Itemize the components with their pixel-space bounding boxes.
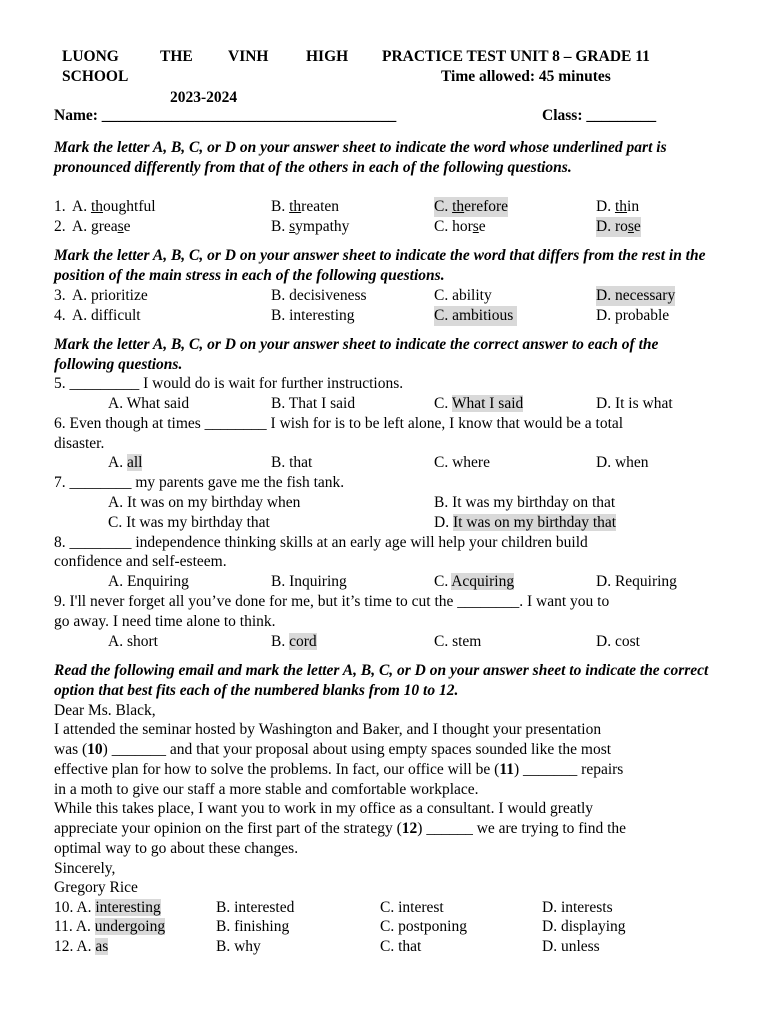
question-stem: 9. I'll never forget all you’ve done for me, but it’s time to cut the ________. I want you to	[54, 593, 610, 610]
school-name-word: SCHOOL	[62, 68, 129, 85]
option-a-answer: 11. A. undergoing	[54, 918, 166, 935]
option-c: C. interest	[380, 899, 444, 916]
option-c: C. It was my birthday that	[108, 514, 270, 531]
option-b: B. interesting	[271, 307, 355, 324]
option-b: B. That I said	[271, 395, 356, 412]
school-name-word: LUONG	[62, 48, 119, 65]
option-b: B. threaten	[271, 198, 340, 215]
option-c: C. ability	[434, 287, 492, 304]
email-line: I attended the seminar hosted by Washington and Baker, and I thought your presentation	[54, 721, 602, 738]
option-b: B. It was my birthday on that	[434, 494, 616, 511]
email-line: effective plan for how to solve the problems. In fact, our office will be (11) _______ repairs	[54, 761, 624, 778]
option-a: A. difficult	[72, 307, 141, 324]
option-d: D. interests	[542, 899, 613, 916]
section3-instruction: Mark the letter A, B, C, or D on your answer sheet to indicate the correct answer to each of the following questions.	[54, 336, 659, 373]
option-a: A. short	[108, 633, 158, 650]
option-d-answer: D. rose	[596, 218, 641, 235]
question-number: 4.	[54, 307, 66, 324]
school-name-word: THE	[160, 48, 193, 65]
option-a: A. thoughtful	[72, 198, 156, 215]
option-a-answer: 12. A. as	[54, 938, 109, 955]
option-b: B. interested	[216, 899, 295, 916]
test-title: PRACTICE TEST UNIT 8 – GRADE 11	[382, 48, 650, 65]
option-a: A. It was on my birthday when	[108, 494, 301, 511]
option-b: B. Inquiring	[271, 573, 347, 590]
section4-instruction: Read the following email and mark the letter A, B, C, or D on your answer sheet to indicate the correct option that best fits each of the numbered blanks from 10 to 12.	[54, 662, 709, 699]
email-line: While this takes place, I want you to work in my office as a consultant. I would greatly	[54, 800, 594, 817]
option-a-answer: 10. A. interesting	[54, 899, 161, 916]
option-c: C. where	[434, 454, 490, 471]
option-a: A. What said	[108, 395, 190, 412]
option-c: C. stem	[434, 633, 482, 650]
question-stem-cont: go away. I need time alone to think.	[54, 613, 276, 630]
section1-instruction: Mark the letter A, B, C, or D on your answer sheet to indicate the word whose underlined part is pronounced differently from that of the others in each of the following questions.	[54, 139, 667, 176]
option-b-answer: B. cord	[271, 633, 317, 650]
option-c-answer: C. Acquiring	[434, 573, 515, 590]
school-name-word: HIGH	[306, 48, 349, 65]
option-a: A. Enquiring	[108, 573, 189, 590]
option-c-answer: C. What I said	[434, 395, 524, 412]
time-allowed: Time allowed: 45 minutes	[441, 68, 611, 85]
email-line: optimal way to go about these changes.	[54, 840, 299, 857]
option-d: D. when	[596, 454, 649, 471]
question-stem: 7. ________ my parents gave me the fish tank.	[54, 474, 345, 491]
email-line: appreciate your opinion on the first part of the strategy (12) ______ we are trying to find the	[54, 820, 627, 837]
question-number: 3.	[54, 287, 66, 304]
option-d: D. It is what	[596, 395, 673, 412]
question-number: 1.	[54, 198, 66, 215]
question-stem: 6. Even though at times ________ I wish for is to be left alone, I know that would be a total	[54, 415, 624, 432]
school-year: 2023-2024	[170, 89, 238, 106]
option-d: D. unless	[542, 938, 600, 955]
email-signature: Gregory Rice	[54, 879, 138, 896]
option-c-answer: C. ambitious	[434, 306, 517, 326]
question-stem: 8. ________ independence thinking skills at an early age will help your children build	[54, 534, 588, 551]
option-c: C. that	[380, 938, 422, 955]
option-a: A. grease	[72, 218, 131, 235]
section2-instruction: Mark the letter A, B, C, or D on your answer sheet to indicate the word that differs from the rest in the position of the main stress in each of the following questions.	[54, 247, 706, 284]
option-a: A. prioritize	[72, 287, 148, 304]
option-b: B. decisiveness	[271, 287, 367, 304]
option-b: B. sympathy	[271, 218, 350, 235]
option-a-answer: A. all	[108, 454, 143, 471]
option-d: D. displaying	[542, 918, 626, 935]
option-b: B. finishing	[216, 918, 290, 935]
option-d: D. probable	[596, 307, 670, 324]
email-line: in a moth to give our staff a more stable and comfortable workplace.	[54, 781, 479, 798]
option-c: C. horse	[434, 218, 486, 235]
question-stem: 5. _________ I would do is wait for further instructions.	[54, 375, 404, 392]
email-line: was (10) _______ and that your proposal about using empty spaces sounded like the most	[54, 741, 612, 758]
option-c-answer: C. therefore	[434, 198, 509, 215]
option-b: B. that	[271, 454, 313, 471]
name-label: Name: ______________________________________	[54, 107, 397, 124]
email-closing: Sincerely,	[54, 860, 116, 877]
option-b: B. why	[216, 938, 261, 955]
class-label: Class: _________	[542, 107, 657, 124]
option-d: D. Requiring	[596, 573, 677, 590]
option-d-answer: D. It was on my birthday that	[434, 514, 617, 531]
option-d: D. cost	[596, 633, 640, 650]
option-d-answer: D. necessary	[596, 287, 676, 304]
question-stem-cont: disaster.	[54, 435, 105, 452]
school-name-word: VINH	[228, 48, 269, 65]
question-number: 2.	[54, 218, 66, 235]
email-greeting: Dear Ms. Black,	[54, 702, 156, 719]
option-c: C. postponing	[380, 918, 467, 935]
option-d: D. thin	[596, 198, 640, 215]
question-stem-cont: confidence and self-esteem.	[54, 553, 227, 570]
